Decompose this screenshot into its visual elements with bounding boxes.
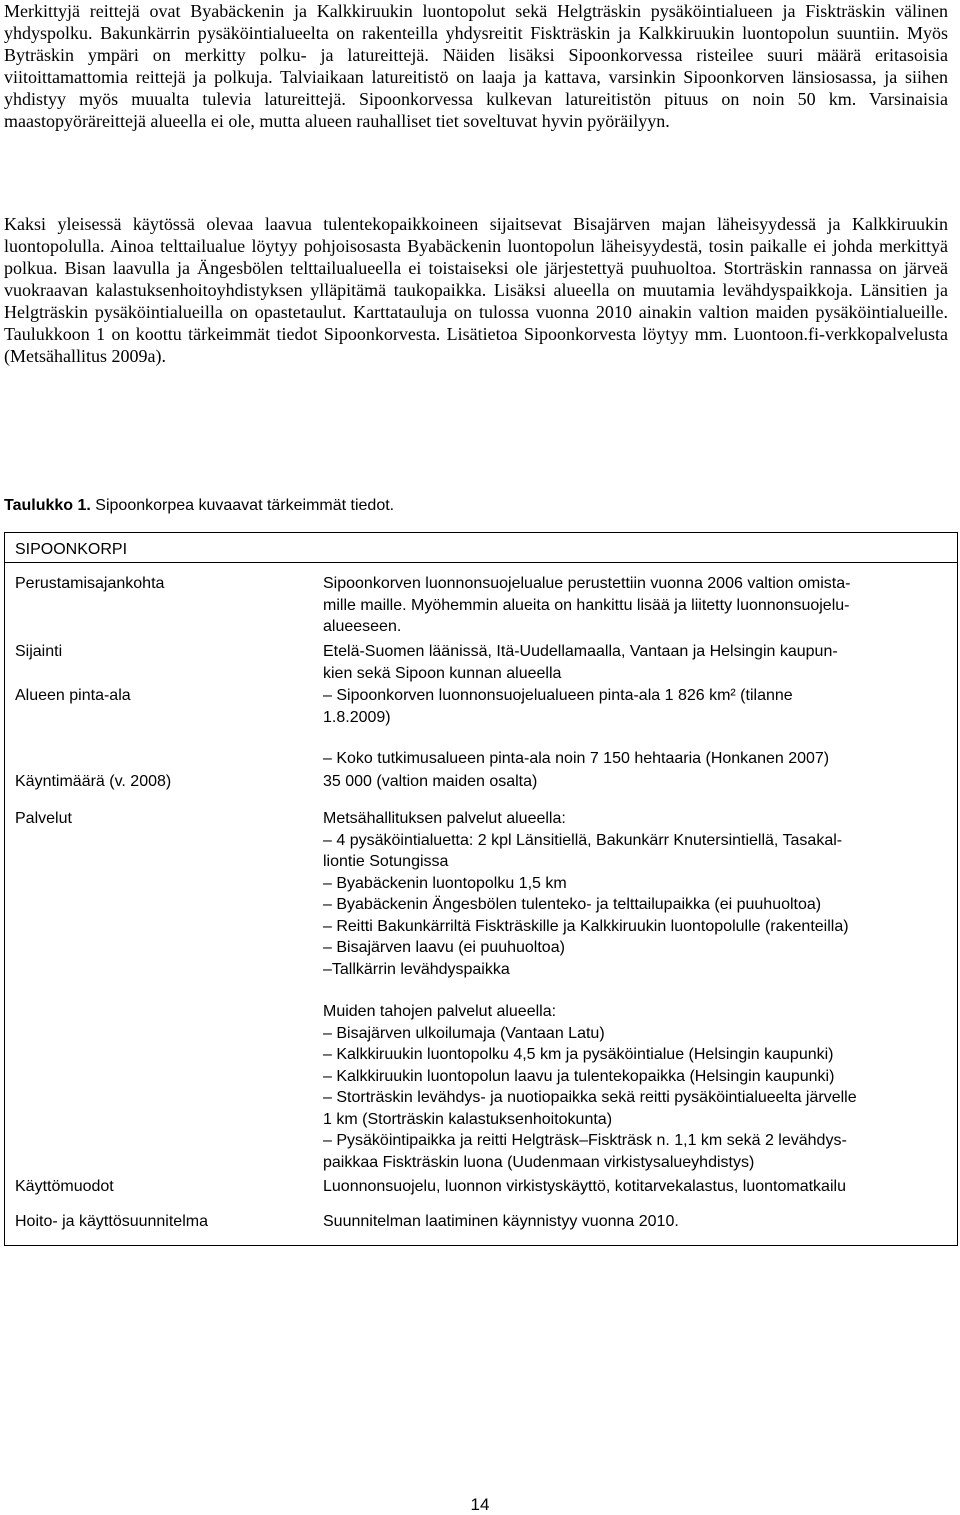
row-label: Käyttömuodot <box>15 1178 114 1195</box>
value-line: paikkaa Fiskträskin luona (Uudenmaan virkistysalueyhdistys) <box>323 1153 755 1171</box>
value-line: – Kalkkiruukin luontopolku 4,5 km ja pysäköintialue (Helsingin kaupunki) <box>323 1046 834 1063</box>
row-value <box>323 573 943 638</box>
value-line: – Kalkkiruukin luontopolun laavu ja tulentekopaikka (Helsingin kaupunki) <box>323 1067 835 1085</box>
paragraph-services: Kaksi yleisessä käytössä olevaa laavua tulentekopaikkoineen sijaitsevat Bisajärven majan läheisyydessä ja Kalkkiruukin luontopolulla. Ainoa telttailualue löytyy pohjoisosasta Byabäckenin luontopolun läheisyydestä, tosin paikalle ei johda merkittyä polkua. Bisan laavulla ja Ängesbölen telttailualueella ei toistaiseksi ole järjestettyä puuhuoltoa. Storträskin rannassa on järveä vuokraavan kalastuksenhoitoyhdistyksen ylläpitämä taukopaikka. Lisäksi alueella on muutamia levähdyspaikkoja. Länsitien ja Helgträskin pysäköintialueilla on opastetaulut. Karttatauluja on tulossa vuonna 2010 ainakin valtion maiden pysäköintialueille. Taulukkoon 1 on koottu tärkeimmät tiedot Sipoonkorvesta. Lisätietoa Sipoonkorvesta löytyy mm. Luontoon.fi-verkkopalvelusta (Metsähallitus 2009a). <box>4 214 948 366</box>
value-line: – Sipoonkorven luonnonsuojelualueen pinta-ala 1 826 km² (tilanne <box>323 687 793 704</box>
row-value <box>323 641 943 684</box>
table-caption-label: Taulukko 1. <box>4 497 91 514</box>
value-line: –Tallkärrin levähdyspaikka <box>323 960 510 978</box>
value-line: Luonnonsuojelu, luonnon virkistyskäyttö, kotitarvekalastus, luontomatkailu <box>323 1178 846 1195</box>
row-label: Käyntimäärä (v. 2008) <box>15 773 172 790</box>
value-line: Muiden tahojen palvelut alueella: <box>323 1003 557 1020</box>
value-line: kien sekä Sipoon kunnan alueella <box>323 664 562 682</box>
table-caption <box>4 497 394 515</box>
value-line: mille maille. Myöhemmin alueita on hankittu lisää ja liitetty luonnonsuojelu- <box>323 596 850 614</box>
value-line: – Bisajärven laavu (ei puuhuoltoa) <box>323 939 565 956</box>
value-line: – Pysäköintipaikka ja reitti Helgträsk–Fiskträsk n. 1,1 km sekä 2 levähdys- <box>323 1132 847 1149</box>
value-line: Suunnitelman laatiminen käynnistyy vuonna 2010. <box>323 1213 679 1230</box>
value-line: Metsähallituksen palvelut alueella: <box>323 810 566 827</box>
row-value <box>323 808 943 1173</box>
row-label: Sijainti <box>15 643 63 660</box>
paragraph-routes: Merkittyjä reittejä ovat Byabäckenin ja Kalkkiruukin luontopolut sekä Helgträskin pysäköintialueen ja Fiskträskin välinen yhdyspolku. Bakunkärrin pysäköintialueelta on rakenteilla yhdysreitit Fiskträskin ja Kalkkiruukin luontopolun suuntiin. Myös Byträskin ympäri on merkitty polku- ja latureittejä. Näiden lisäksi Sipoonkorvessa risteilee suuri määrä eritasoisia viitoittamattomia reittejä ja polkuja. Talviaikaan latureitistö on laaja ja kattava, varsinkin Sipoonkorven länsiosassa, ja siihen yhdistyy myös muualta tulevia latureittejä. Sipoonkorvessa kulkevan latureitistön pituus on noin 50 km. Varsinaisia maastopyöräreittejä alueella ei ole, mutta alueen rauhalliset tiet soveltuvat hyvin pyöräilyyn. <box>4 1 948 131</box>
value-line: liontie Sotungissa <box>323 853 449 870</box>
row-value <box>323 1176 943 1198</box>
value-line: – Byabäckenin Ängesbölen tulenteko- ja telttailupaikka (ei puuhuoltoa) <box>323 896 822 913</box>
row-label: Palvelut <box>15 810 72 827</box>
row-value <box>323 685 943 770</box>
table-header: SIPOONKORPI <box>5 533 957 563</box>
value-line: 35 000 (valtion maiden osalta) <box>323 773 538 790</box>
row-label: Hoito- ja käyttösuunnitelma <box>15 1213 208 1230</box>
page-number: 14 <box>470 1495 490 1514</box>
value-line: alueeseen. <box>323 618 402 635</box>
value-line: – Byabäckenin luontopolku 1,5 km <box>323 874 567 892</box>
row-value <box>323 1211 943 1233</box>
row-label: Perustamisajankohta <box>15 575 165 592</box>
value-line: Sipoonkorven luonnonsuojelualue perustettiin vuonna 2006 valtion omista- <box>323 575 851 592</box>
value-line: 1 km (Storträskin kalastuksenhoitokunta) <box>323 1110 613 1128</box>
value-line: – 4 pysäköintialuetta: 2 kpl Länsitiellä, Bakunkärr Knutersintiellä, Tasakal- <box>323 831 843 849</box>
value-line: – Bisajärven ulkoilumaja (Vantaan Latu) <box>323 1024 605 1042</box>
table-caption-text: Sipoonkorpea kuvaavat tärkeimmät tiedot. <box>90 497 395 514</box>
row-label: Alueen pinta-ala <box>15 687 131 704</box>
info-table <box>4 532 958 1246</box>
row-value <box>323 771 943 793</box>
value-line: – Storträskin levähdys- ja nuotiopaikka sekä reitti pysäköintialueelta järvelle <box>323 1089 857 1106</box>
value-line: Etelä-Suomen läänissä, Itä-Uudellamaalla, Vantaan ja Helsingin kaupun- <box>323 643 838 660</box>
value-line: – Reitti Bakunkärriltä Fiskträskille ja Kalkkiruukin luontopolulle (rakenteilla) <box>323 917 849 935</box>
value-line: – Koko tutkimusalueen pinta-ala noin 7 150 hehtaaria (Honkanen 2007) <box>323 750 830 767</box>
value-line: 1.8.2009) <box>323 708 391 726</box>
